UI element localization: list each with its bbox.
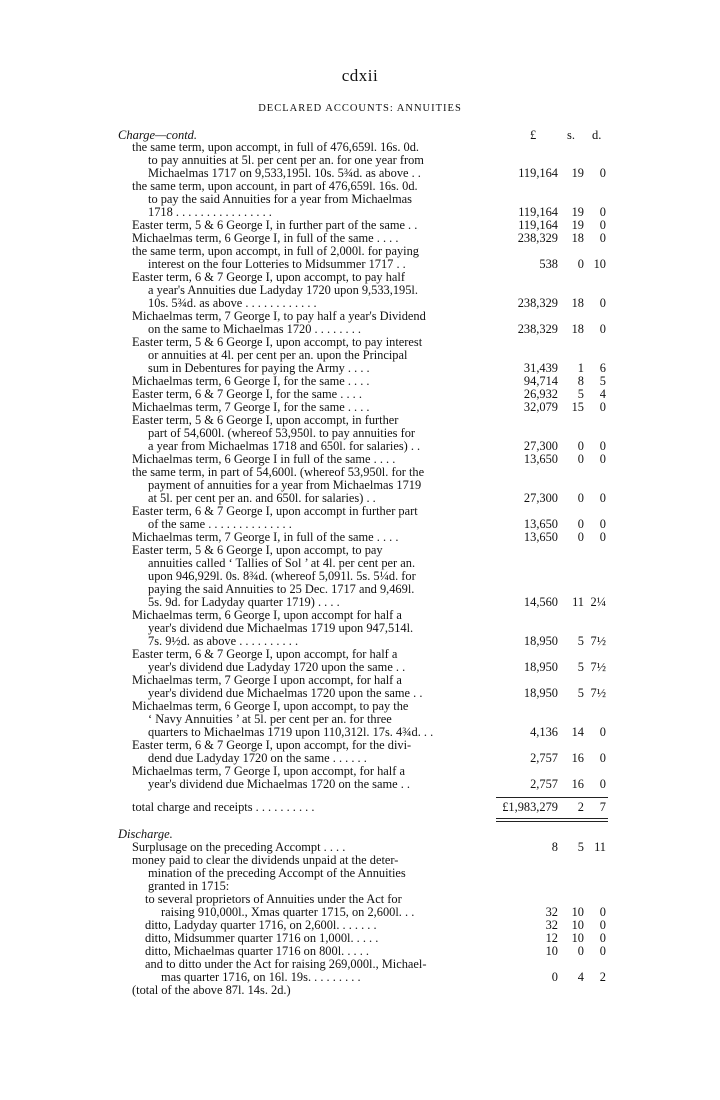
amount-pence: 0	[599, 166, 606, 180]
amount-pence: 11	[594, 840, 606, 854]
entry-line: a year from Michaelmas 1718 and 650l. for salaries) . .	[148, 439, 421, 453]
entry-line: Easter term, 6 & 7 George I, for the same . . . .	[132, 387, 362, 401]
entry-amount	[480, 232, 606, 245]
column-pounds: £	[530, 128, 537, 142]
entry-line: Michaelmas term, 7 George I, for the same . . . .	[132, 400, 370, 414]
amount-pence: 0	[599, 218, 606, 232]
amount-pence: 0	[599, 296, 606, 310]
amount-shillings: 18	[571, 296, 584, 310]
entry-amount	[480, 687, 606, 700]
amount-shillings: 8	[577, 374, 584, 388]
amount-pounds: 2,757	[530, 777, 558, 791]
entry-amount	[480, 453, 606, 466]
amount-shillings: 5	[577, 387, 584, 401]
amount-pounds: 238,329	[517, 231, 558, 245]
amount-shillings: 19	[571, 205, 584, 219]
amount-shillings: 5	[577, 634, 584, 648]
entry-line: Michaelmas term, 6 George I, upon accompt for half a	[132, 608, 402, 622]
entry-line: year's dividend due Michaelmas 1720 on the same . .	[148, 777, 411, 791]
amount-pence: 0	[599, 400, 606, 414]
amount-shillings: 0	[577, 944, 584, 958]
entry-line: and to ditto under the Act for raising 269,000l., Michael-	[145, 957, 427, 971]
entry-line: Easter term, 5 & 6 George I, in further part of the same . .	[132, 218, 418, 232]
amount-pounds: 10	[545, 944, 558, 958]
amount-pence: 0	[599, 905, 606, 919]
entry-amount	[480, 906, 606, 919]
entry-line: 10s. 5¾d. as above . . . . . . . . . . . .	[148, 296, 317, 310]
amount-shillings: 1	[577, 361, 584, 375]
entry-amount	[480, 258, 606, 271]
amount-shillings: 10	[571, 905, 584, 919]
amount-pence: 0	[599, 439, 606, 453]
amount-pounds: 27,300	[523, 491, 558, 505]
entry-line: sum in Debentures for paying the Army . . . .	[148, 361, 370, 375]
entry-line: Easter term, 6 & 7 George I, upon accompt, for half a	[132, 647, 398, 661]
amount-shillings: 0	[577, 452, 584, 466]
amount-shillings: 10	[571, 931, 584, 945]
amount-shillings: 19	[571, 166, 584, 180]
amount-shillings: 16	[571, 751, 584, 765]
entry-line: paying the said Annuities to 25 Dec. 1717 and 9,469l.	[148, 582, 415, 596]
amount-pence: 0	[599, 530, 606, 544]
entry-line: Easter term, 5 & 6 George I, upon accompt, to pay interest	[132, 335, 423, 349]
amount-pounds: 238,329	[517, 296, 558, 310]
entry-line: Easter term, 5 & 6 George I, upon accompt, in further	[132, 413, 399, 427]
entry-amount	[480, 323, 606, 336]
entry-amount	[480, 297, 606, 310]
entry-description	[132, 180, 482, 219]
total-pence: 7	[599, 800, 606, 814]
amount-shillings: 5	[577, 660, 584, 674]
entry-line: to pay annuities at 5l. per cent per an. for one year from	[148, 153, 424, 167]
entry-line: part of 54,600l. (whereof 53,950l. to pay annuities for	[148, 426, 416, 440]
entry-description	[132, 765, 482, 791]
entry-description	[132, 414, 482, 453]
entry-line: ditto, Midsummer quarter 1716 on 1,000l. . . . .	[145, 931, 379, 945]
amount-pence: 7½	[590, 634, 606, 648]
amount-pounds: 18,950	[523, 660, 558, 674]
entry-description	[132, 700, 482, 739]
amount-pounds: 238,329	[517, 322, 558, 336]
entry-line: ditto, Michaelmas quarter 1716 on 800l. . . . .	[145, 944, 370, 958]
entry-amount	[480, 971, 606, 984]
entry-amount	[480, 661, 606, 674]
entry-line: money paid to clear the dividends unpaid at the deter-	[132, 853, 399, 867]
entry-line: 5s. 9d. for Ladyday quarter 1719) . . . .	[148, 595, 340, 609]
amount-shillings: 15	[571, 400, 584, 414]
amount-shillings: 18	[571, 231, 584, 245]
total-rule-bottom-double	[496, 821, 608, 822]
entry-line: Michaelmas term, 7 George I, upon accompt, for half a	[132, 764, 405, 778]
entry-description	[132, 271, 482, 310]
entry-amount	[480, 596, 606, 609]
amount-shillings: 18	[571, 322, 584, 336]
amount-pounds: 119,164	[518, 205, 558, 219]
entry-line: on the same to Michaelmas 1720 . . . . . . . .	[148, 322, 362, 336]
entry-line: the same term, upon account, in part of 476,659l. 16s. 0d.	[132, 179, 418, 193]
entry-line: mas quarter 1716, on 16l. 19s. . . . . . . . .	[161, 970, 361, 984]
amount-pounds: 119,164	[518, 166, 558, 180]
entry-line: year's dividend due Michaelmas 1720 upon the same . .	[148, 686, 423, 700]
entry-line: of the same . . . . . . . . . . . . . .	[148, 517, 292, 531]
entry-line: year's dividend due Michaelmas 1719 upon 947,514l.	[148, 621, 414, 635]
entry-line: annuities called ‘ Tallies of Sol ’ at 4l. per cent per an.	[148, 556, 416, 570]
amount-pence: 5	[599, 374, 606, 388]
amount-pence: 7½	[590, 660, 606, 674]
amount-pence: 0	[599, 205, 606, 219]
amount-pounds: 13,650	[523, 530, 558, 544]
entry-line: interest on the four Lotteries to Midsummer 1717 . .	[148, 257, 406, 271]
amount-shillings: 19	[571, 218, 584, 232]
amount-pence: 4	[599, 387, 606, 401]
amount-pounds: 13,650	[523, 452, 558, 466]
amount-pounds: 8	[551, 840, 558, 854]
amount-pence: 0	[599, 322, 606, 336]
entry-amount	[480, 752, 606, 765]
amount-pence: 0	[599, 777, 606, 791]
entry-line: (total of the above 87l. 14s. 2d.)	[132, 983, 291, 997]
entry-description	[132, 674, 482, 700]
total-rule-bottom	[496, 818, 608, 819]
entry-line: Easter term, 6 & 7 George I, upon accompt, for the divi-	[132, 738, 412, 752]
entry-line: at 5l. per cent per an. and 650l. for salaries) . .	[148, 491, 376, 505]
amount-pounds: 18,950	[523, 634, 558, 648]
entry-line: ditto, Ladyday quarter 1716, on 2,600l. . . . . . .	[145, 918, 377, 932]
amount-shillings: 4	[577, 970, 584, 984]
entry-line: 1718 . . . . . . . . . . . . . . . .	[148, 205, 272, 219]
entry-amount	[480, 932, 606, 945]
amount-pounds: 18,950	[523, 686, 558, 700]
amount-pounds: 13,650	[523, 517, 558, 531]
entry-amount	[480, 778, 606, 791]
amount-pence: 2¼	[590, 595, 606, 609]
entry-description	[132, 466, 482, 505]
entry-amount	[480, 531, 606, 544]
entry-line: to pay the said Annuities for a year from Michaelmas	[148, 192, 412, 206]
entry-line: ‘ Navy Annuities ’ at 5l. per cent per an. for three	[148, 712, 392, 726]
total-label: total charge and receipts . . . . . . . . . .	[132, 800, 315, 814]
amount-pence: 7½	[590, 686, 606, 700]
amount-pence: 0	[599, 452, 606, 466]
amount-pounds: 32,079	[523, 400, 558, 414]
amount-pounds: 32	[545, 918, 558, 932]
entry-line: mination of the preceding Accompt of the Annuities	[148, 866, 406, 880]
entry-line: granted in 1715:	[148, 879, 230, 893]
entry-line: dend due Ladyday 1720 on the same . . . . . .	[148, 751, 367, 765]
column-pence: d.	[592, 128, 602, 142]
entry-line: Easter term, 6 & 7 George I, upon accompt in further part	[132, 504, 418, 518]
running-header: DECLARED ACCOUNTS: ANNUITIES	[258, 103, 462, 114]
amount-pounds: 119,164	[518, 218, 558, 232]
amount-pence: 2	[599, 970, 606, 984]
entry-line: year's dividend due Ladyday 1720 upon the same . .	[148, 660, 406, 674]
entry-line: Surplusage on the preceding Accompt . . . .	[132, 840, 346, 854]
amount-shillings: 11	[572, 595, 584, 609]
amount-pounds: 32	[545, 905, 558, 919]
amount-pence: 10	[593, 257, 606, 271]
amount-pounds: 2,757	[530, 751, 558, 765]
amount-pounds: 94,714	[523, 374, 558, 388]
page-number: cdxii	[341, 66, 379, 85]
entry-line: Michaelmas term, 7 George I upon accompt, for half a	[132, 673, 402, 687]
entry-amount	[480, 841, 606, 854]
entry-line: Easter term, 5 & 6 George I, upon accompt, to pay	[132, 543, 383, 557]
entry-line: quarters to Michaelmas 1719 upon 110,312l. 17s. 4¾d. . .	[148, 725, 434, 739]
total-amount	[480, 801, 606, 814]
entry-line: a year's Annuities due Ladyday 1720 upon 9,533,195l.	[148, 283, 418, 297]
entry-amount	[480, 492, 606, 505]
entry-description	[145, 958, 495, 984]
entry-amount	[480, 635, 606, 648]
amount-pounds: 27,300	[523, 439, 558, 453]
entry-description	[132, 505, 482, 531]
entry-description	[132, 984, 482, 997]
entry-description	[132, 609, 482, 648]
amount-pence: 6	[599, 361, 606, 375]
entry-line: the same term, upon accompt, in full of 2,000l. for paying	[132, 244, 419, 258]
amount-shillings: 0	[577, 517, 584, 531]
amount-pounds: 31,439	[523, 361, 558, 375]
amount-shillings: 0	[577, 530, 584, 544]
amount-pence: 0	[599, 725, 606, 739]
entry-amount	[480, 401, 606, 414]
entry-description	[132, 739, 482, 765]
entry-line: raising 910,000l., Xmas quarter 1715, on 2,600l. . .	[161, 905, 415, 919]
amount-pounds: 538	[539, 257, 558, 271]
entry-description	[132, 245, 482, 271]
discharge-heading: Discharge.	[118, 827, 173, 841]
entry-line: Michaelmas 1717 on 9,533,195l. 10s. 5¾d. as above . .	[148, 166, 421, 180]
entry-line: the same term, in part of 54,600l. (whereof 53,950l. for the	[132, 465, 425, 479]
amount-pounds: 14,560	[523, 595, 558, 609]
entry-line: Michaelmas term, 6 George I, in full of the same . . . .	[132, 231, 399, 245]
entry-line: payment of annuities for a year from Michaelmas 1719	[148, 478, 422, 492]
entry-line: Michaelmas term, 7 George I, to pay half a year's Dividend	[132, 309, 426, 323]
amount-shillings: 0	[577, 491, 584, 505]
entry-description	[145, 893, 495, 919]
amount-pence: 0	[599, 751, 606, 765]
amount-shillings: 10	[571, 918, 584, 932]
entry-line: Michaelmas term, 7 George I, in full of the same . . . .	[132, 530, 399, 544]
entry-amount	[480, 167, 606, 180]
entry-amount	[480, 945, 606, 958]
amount-pence: 0	[599, 231, 606, 245]
entry-description	[132, 648, 482, 674]
entry-line: or annuities at 4l. per cent per an. upon the Principal	[148, 348, 408, 362]
amount-shillings: 0	[577, 439, 584, 453]
amount-shillings: 5	[577, 686, 584, 700]
amount-pounds: 4,136	[530, 725, 558, 739]
total-shillings: 2	[577, 800, 584, 814]
amount-pounds: 0	[551, 970, 558, 984]
entry-line: the same term, upon accompt, in full of 476,659l. 16s. 0d.	[132, 140, 419, 154]
entry-line: Michaelmas term, 6 George I in full of the same . . . .	[132, 452, 396, 466]
entry-line: Easter term, 6 & 7 George I, upon accompt, to pay half	[132, 270, 405, 284]
entry-line: 7s. 9½d. as above . . . . . . . . . .	[148, 634, 299, 648]
column-shillings: s.	[567, 128, 575, 142]
entry-description	[132, 544, 482, 609]
entry-line: Michaelmas term, 6 George I, for the same . . . .	[132, 374, 370, 388]
amount-pence: 0	[599, 931, 606, 945]
entry-description	[132, 336, 482, 375]
entry-line: upon 946,929l. 0s. 8¾d. (whereof 5,091l. 5s. 5¼d. for	[148, 569, 416, 583]
total-pounds: £1,983,279	[502, 800, 558, 814]
amount-shillings: 5	[577, 840, 584, 854]
entry-amount	[480, 919, 606, 932]
amount-pence: 0	[599, 944, 606, 958]
amount-pence: 0	[599, 517, 606, 531]
amount-shillings: 0	[577, 257, 584, 271]
amount-pounds: 12	[545, 931, 558, 945]
amount-shillings: 14	[571, 725, 584, 739]
entry-description	[132, 310, 482, 336]
total-rule-top	[496, 797, 608, 798]
amount-pounds: 26,932	[523, 387, 558, 401]
amount-shillings: 16	[571, 777, 584, 791]
entry-amount	[480, 726, 606, 739]
amount-pence: 0	[599, 918, 606, 932]
entry-description	[132, 141, 482, 180]
charge-heading: Charge—contd.	[118, 128, 198, 142]
amount-pence: 0	[599, 491, 606, 505]
entry-line: Michaelmas term, 6 George I, upon accompt, to pay the	[132, 699, 409, 713]
entry-line: to several proprietors of Annuities under the Act for	[145, 892, 402, 906]
entry-description	[132, 854, 482, 893]
